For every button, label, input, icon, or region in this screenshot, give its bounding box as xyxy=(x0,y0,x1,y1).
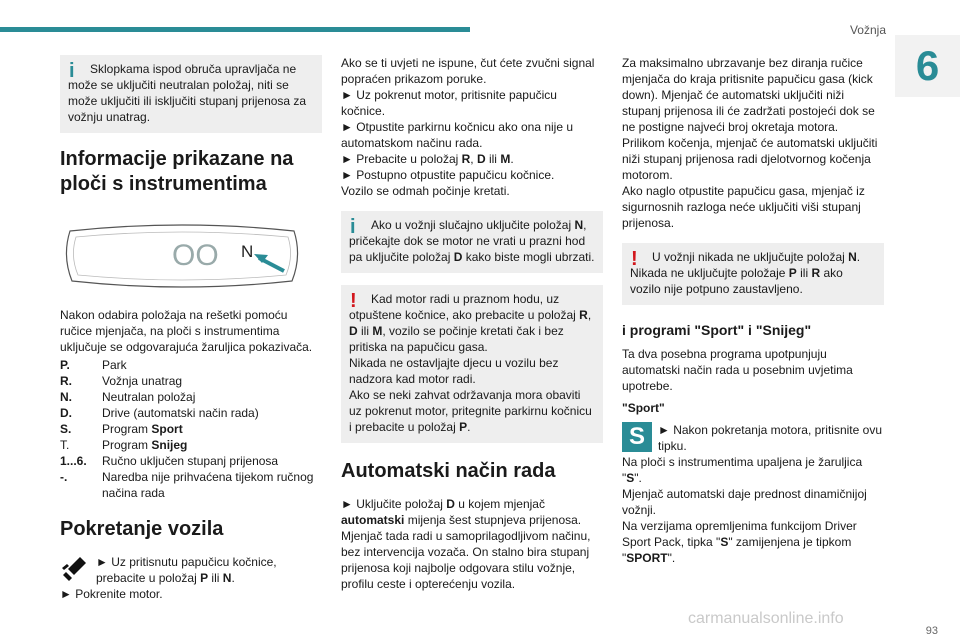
para-programs-intro: Ta dva posebna programa upotpunjuju automatski način rada u posebnim uvjetima upotrebe. xyxy=(622,347,853,393)
dash-gear-letter: N xyxy=(241,242,254,261)
column-left xyxy=(60,55,322,602)
start-step-1: ► Uz pritisnutu papučicu kočnice, prebacite u položaj P ili N. xyxy=(60,554,322,586)
gear-row-rejected: -. Naredba nije prihvaćena tijekom ručnog načina rada xyxy=(60,470,314,500)
warning-icon: ! xyxy=(631,248,638,270)
warning-icon: ! xyxy=(350,290,357,312)
warning-note-driving: ! U vožnji nikada ne uključujte položaj N. Nikada ne uključujte položaje P ili R ako vozilo nije potpuno zaustavljeno. xyxy=(622,243,884,305)
info-icon: i xyxy=(350,216,356,238)
column-middle xyxy=(341,55,603,592)
info-note-text: Sklopkama ispod obruča upravljača ne može se uključiti neutralan položaj, niti se može uključiti ili isključiti stupanj prijenosa za vožnju unatrag. xyxy=(68,62,307,124)
info-note-neutral: i Ako u vožnji slučajno uključite položaj N, pričekajte dok se motor ne vrati u prazni hod pa uključite položaj D kako biste mogli ubrzati. xyxy=(341,211,603,273)
column-right xyxy=(622,55,884,566)
chapter-number: 6 xyxy=(895,35,960,97)
para-kickdown: Za maksimalno ubrzavanje bez diranja ručice mjenjača do kraja pritisnite papučicu gasa (kick down). Mjenjač će automatski uključiti niži stupanj prijenosa ili će zadržati postojeći dok se ne postigne najveći broj okretaja motora. xyxy=(622,56,875,134)
para-gear-indicator: Nakon odabira položaja na rešetki pomoću ručice mjenjača, na ploči s instrumentima uključuje se odgovarajuća žaruljica pokazivača. xyxy=(60,308,313,354)
gear-row-r: R. Vožnja unatrag xyxy=(60,374,183,388)
para-driver-sport-pack: Na verzijama opremljenima funkcijom Driver Sport Pack, tipka "S" zamijenjena je tipkom "SPORT". xyxy=(622,519,857,565)
para-braking: Prilikom kočenja, mjenjač će automatski uključiti niži stupanj prijenosa radi djelotvornog kočenja motorom. xyxy=(622,136,878,182)
info-note xyxy=(60,55,322,133)
heading-automatic-mode: Automatski način rada xyxy=(341,460,556,482)
gear-row-d: D. Drive (automatski način rada) xyxy=(60,406,259,420)
sport-label: "Sport" xyxy=(622,401,665,415)
watermark: carmanualsonline.info xyxy=(688,610,844,627)
dash-display-letters: OO xyxy=(172,239,219,272)
para-s-indicator: Na ploči s instrumentima upaljena je žaruljica "S". xyxy=(622,455,863,485)
step-release-parking-brake: ► Otpustite parkirnu kočnicu ako ona nije u automatskom načinu rada. xyxy=(341,119,603,151)
foot-on-brake-icon xyxy=(60,554,90,584)
header-accent-bar xyxy=(0,27,470,32)
step-press-brake: ► Uz pokrenut motor, pritisnite papučicu kočnice. xyxy=(341,87,603,119)
para-warning-signal: Ako se ti uvjeti ne ispune, čut ćete zvučni signal popraćen prikazom poruke. xyxy=(341,56,595,86)
step-select-gear: ► Prebacite u položaj R, D ili M. xyxy=(341,151,603,167)
page-number: 93 xyxy=(925,625,938,637)
gear-row-n: N. Neutralan položaj xyxy=(60,390,196,404)
heading-starting-vehicle: Pokretanje vozila xyxy=(60,518,224,540)
gear-row-s: S. Program Sport xyxy=(60,422,183,436)
info-icon: i xyxy=(69,60,75,82)
sport-step: S ► Nakon pokretanja motora, pritisnite ovu tipku. xyxy=(622,422,884,454)
para-auto-adaptive: Mjenjač tada radi u samoprilagodljivom načinu, bez intervencija vozača. On stalno bira stupanj prijenosa koji najbolje odgovara stilu vožnje, profilu ceste i opterećenju vozila. xyxy=(341,529,591,591)
step-release-brake: ► Postupno otpustite papučicu kočnice. xyxy=(341,167,603,183)
section-title: Vožnja xyxy=(849,23,886,37)
start-step-2: ► Pokrenite motor. xyxy=(60,586,322,602)
para-dynamic-driving: Mjenjač automatski daje prednost dinamičnijoj vožnji. xyxy=(622,487,867,517)
para-vehicle-moves: Vozilo se odmah počinje kretati. xyxy=(341,184,510,198)
instrument-panel-illustration xyxy=(62,221,302,291)
warning-note-idle: ! Kad motor radi u praznom hodu, uz otpuštene kočnice, ako prebacite u položaj R, D ili M, vozilo se počinje kretati čak i bez pritiska na papučicu gasa. Nikada ne ostavljajte djecu u vozilu bez nadzora kad motor radi. Ako se neki zahvat održavanja mora obaviti uz pokrenut motor, pritegnite parkirnu kočnicu i prebacite u položaj P. xyxy=(341,285,603,443)
para-release-accelerator: Ako naglo otpustite papučicu gasa, mjenjač iz sigurnosnih razloga neće uključiti viši stupanj prijenosa. xyxy=(622,184,865,230)
gear-list xyxy=(60,357,322,501)
sport-button-icon: S xyxy=(622,422,652,452)
gear-row-p: P. Park xyxy=(60,358,127,372)
heading-sport-snow: i programi "Sport" i "Snijeg" xyxy=(622,322,812,338)
gear-row-t: T. Program Snijeg xyxy=(60,438,188,452)
heading-instrument-info: Informacije prikazane na ploči s instrumentima xyxy=(60,148,294,195)
step-select-d: ► Uključite položaj D u kojem mjenjač automatski mijenja šest stupnjeva prijenosa. xyxy=(341,496,603,528)
gear-row-manual: 1...6. Ručno uključen stupanj prijenosa xyxy=(60,454,279,468)
